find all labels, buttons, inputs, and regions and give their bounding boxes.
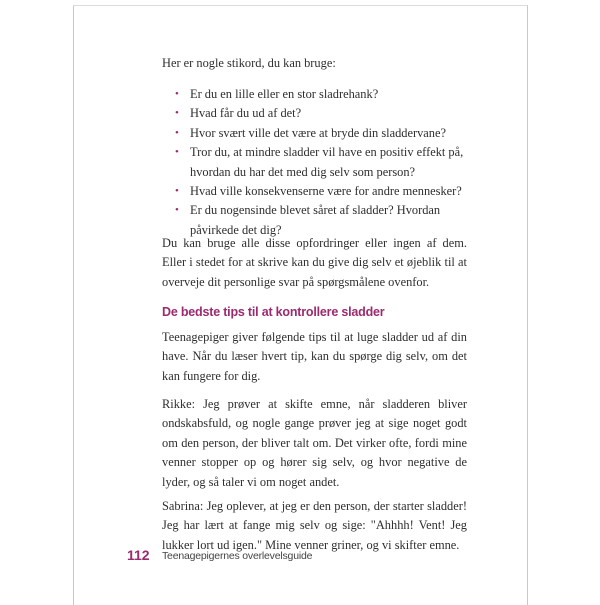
running-footer-title: Teenagepigernes overlevelsguide <box>162 550 313 562</box>
list-item: • Hvor svært ville det være at bryde din sladdervane? <box>174 124 469 143</box>
paragraph-tips-intro: Teenagepiger giver følgende tips til at luge sladder ud af din have. Når du læser hvert tip, kan du spørge dig selv, om det kan fungere for dig. <box>162 330 467 383</box>
bullet-icon: • <box>175 146 179 159</box>
paragraph-options: Du kan bruge alle disse opfordringer eller ingen af dem. Eller i stedet for at skrive kan du give dig selv et øjeblik til at overveje dit personlige svar på spørgsmålene ovenfor. <box>162 236 467 289</box>
bullet-icon: • <box>175 107 179 120</box>
bullet-icon: • <box>175 126 179 139</box>
bullet-icon: • <box>175 185 179 198</box>
list-item: • Tror du, at mindre sladder vil have en positiv effekt på, hvordan du har det med dig selv som person? <box>175 145 464 179</box>
paragraph-rikke: Rikke: Jeg prøver at skifte emne, når sladderen bliver ondskabsfuld, og nogle gange prøver jeg at sige noget godt om den person, der bliver talt om. Det virker ofte, fordi mine venner stopper op og hører sig selv, og hvor negative de lyder, og så taler vi om noget andet. <box>162 397 467 489</box>
list-item: • Er du nogensinde blevet såret af sladder? Hvordan påvirkede det dig? <box>175 203 441 237</box>
list-item: • Hvad ville konsekvenserne være for andre mennesker? <box>174 182 469 201</box>
bullet-icon: • <box>175 204 179 217</box>
section-heading: De bedste tips til at kontrollere sladder <box>162 305 385 319</box>
intro-text: Her er nogle stikord, du kan bruge: <box>162 56 336 70</box>
list-item: • Hvad får du ud af det? <box>174 104 469 123</box>
bullet-icon: • <box>175 88 179 100</box>
question-list <box>174 85 469 240</box>
list-item: • Er du en lille eller en stor sladrehank? <box>174 85 469 104</box>
paragraph-sabrina: Sabrina: Jeg oplever, at jeg er den person, der starter sladder! Jeg har lært at fange mig selv og sige: "Ahhhh! Vent! Jeg lukker lort ud igen." Mine venner griner, og vi skifter emne. <box>162 499 467 552</box>
page-number: 112 <box>127 547 150 563</box>
